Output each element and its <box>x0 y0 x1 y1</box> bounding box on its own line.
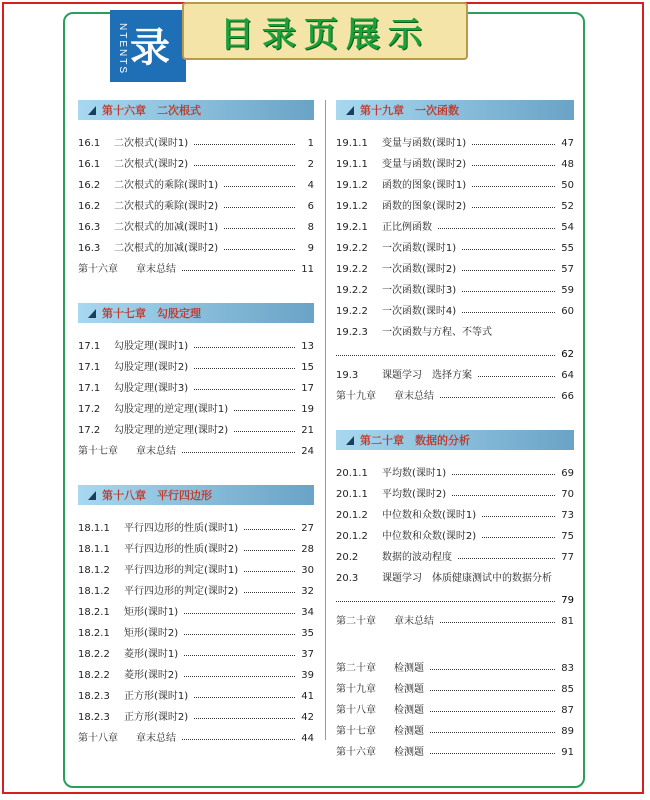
section-number: 16.1 <box>78 159 101 170</box>
section-title: 平行四边形的性质(课时2) <box>124 544 239 555</box>
section-number: 19.1.1 <box>336 159 368 170</box>
toc-entry <box>78 373 314 394</box>
dot-leader <box>336 601 555 602</box>
toc-entry <box>336 521 574 542</box>
page-number: 2 <box>307 159 314 170</box>
section-number: 20.1.2 <box>336 510 368 521</box>
chapter-heading <box>336 430 574 450</box>
chapter-title: 第十八章 平行四边形 <box>102 489 212 502</box>
triangle-icon <box>346 106 354 115</box>
toc-entry <box>78 212 314 233</box>
page-number: 62 <box>561 349 574 360</box>
section-number: 20.1.1 <box>336 489 368 500</box>
section-gap <box>78 457 314 483</box>
section-number: 16.1 <box>78 138 101 149</box>
dot-leader <box>194 697 295 698</box>
section-title: 课题学习 体质健康测试中的数据分析 <box>382 573 552 584</box>
dot-leader <box>482 516 555 517</box>
section-title: 章末总结 <box>136 446 176 457</box>
section-title: 平行四边形的判定(课时1) <box>124 565 239 576</box>
toc-entry <box>336 360 574 381</box>
toc-entry <box>336 149 574 170</box>
dot-leader <box>452 495 555 496</box>
section-number: 第十六章 <box>78 264 118 275</box>
section-title: 检测题 <box>394 705 424 716</box>
page-number: 83 <box>561 663 574 674</box>
dot-leader <box>194 718 295 719</box>
section-title: 平均数(课时1) <box>382 468 447 479</box>
toc-entry <box>78 149 314 170</box>
section-number: 19.2.2 <box>336 306 368 317</box>
toc-entry <box>78 128 314 149</box>
left-column <box>78 98 314 744</box>
section-title: 勾股定理(课时2) <box>114 362 189 373</box>
page-number: 13 <box>301 341 314 352</box>
section-title: 一次函数(课时4) <box>382 306 457 317</box>
section-gap <box>78 275 314 301</box>
section-number: 18.1.2 <box>78 565 110 576</box>
section-gap <box>336 402 574 428</box>
section-number: 19.2.2 <box>336 243 368 254</box>
page-number: 11 <box>301 264 314 275</box>
section-number: 17.1 <box>78 362 101 373</box>
dot-leader <box>224 186 295 187</box>
toc-entry <box>336 381 574 402</box>
dot-leader <box>462 249 555 250</box>
section-title: 中位数和众数(课时1) <box>382 510 477 521</box>
section-title: 矩形(课时1) <box>124 607 179 618</box>
toc-entry <box>336 695 574 716</box>
toc-entry <box>336 170 574 191</box>
section-number: 18.2.3 <box>78 691 110 702</box>
toc-entry <box>78 170 314 191</box>
toc-entry <box>78 618 314 639</box>
dot-leader <box>430 669 555 670</box>
section-title: 章末总结 <box>394 391 434 402</box>
section-title: 菱形(课时1) <box>124 649 179 660</box>
page-number: 87 <box>561 705 574 716</box>
toc-entry <box>78 513 314 534</box>
section-title: 二次根式(课时2) <box>114 159 189 170</box>
chapter-heading <box>78 100 314 120</box>
page-number: 41 <box>301 691 314 702</box>
toc-entry <box>336 542 574 563</box>
section-title: 变量与函数(课时1) <box>382 138 467 149</box>
section-title: 章末总结 <box>394 616 434 627</box>
dot-leader <box>184 613 295 614</box>
banner <box>182 2 468 60</box>
page-number: 55 <box>561 243 574 254</box>
section-title: 正方形(课时2) <box>124 712 189 723</box>
triangle-icon <box>88 106 96 115</box>
contents-zh-label: 录 <box>130 25 170 71</box>
dot-leader <box>184 655 295 656</box>
toc-entry-long <box>336 563 574 606</box>
toc-entry <box>336 191 574 212</box>
dot-leader <box>194 389 295 390</box>
toc-entry <box>78 723 314 744</box>
dot-leader <box>336 355 555 356</box>
toc-entry <box>78 254 314 275</box>
toc-entry-line <box>336 563 574 584</box>
section-number: 19.1.2 <box>336 180 368 191</box>
section-title: 章末总结 <box>136 264 176 275</box>
section-title: 课题学习 选择方案 <box>382 370 472 381</box>
toc-entry <box>336 606 574 627</box>
section-number: 19.2.1 <box>336 222 368 233</box>
page-number: 44 <box>301 733 314 744</box>
section-title: 检测题 <box>394 747 424 758</box>
dot-leader <box>438 228 555 229</box>
page-number: 6 <box>307 201 314 212</box>
section-number: 18.1.1 <box>78 544 110 555</box>
dot-leader <box>194 347 295 348</box>
section-title: 函数的图象(课时2) <box>382 201 467 212</box>
dot-leader <box>224 207 295 208</box>
dot-leader <box>234 410 295 411</box>
section-title: 正比例函数 <box>382 222 432 233</box>
page-number: 75 <box>561 531 574 542</box>
section-number: 16.3 <box>78 222 101 233</box>
dot-leader <box>440 622 555 623</box>
contents-latin-label: NTENTS <box>117 23 128 75</box>
section-gap <box>336 627 574 653</box>
section-number: 第二十章 <box>336 616 376 627</box>
page-number: 4 <box>307 180 314 191</box>
page-number: 64 <box>561 370 574 381</box>
section-number: 18.1.2 <box>78 586 110 597</box>
page-number: 50 <box>561 180 574 191</box>
toc-entry <box>78 233 314 254</box>
section-title: 二次根式的加减(课时2) <box>114 243 219 254</box>
page-number: 54 <box>561 222 574 233</box>
toc-entry <box>336 737 574 758</box>
chapter-title: 第十九章 一次函数 <box>360 104 459 117</box>
dot-leader <box>452 474 555 475</box>
page-number: 60 <box>561 306 574 317</box>
section-number: 19.2.2 <box>336 285 368 296</box>
section-number: 20.3 <box>336 573 359 584</box>
page-number: 73 <box>561 510 574 521</box>
dot-leader <box>224 249 295 250</box>
dot-leader <box>194 144 295 145</box>
chapter-title: 第二十章 数据的分析 <box>360 434 470 447</box>
section-number: 17.1 <box>78 383 101 394</box>
section-number: 第十八章 <box>336 705 376 716</box>
dot-leader <box>482 537 555 538</box>
section-title: 检测题 <box>394 663 424 674</box>
section-title: 平行四边形的性质(课时1) <box>124 523 239 534</box>
dot-leader <box>430 711 555 712</box>
dot-leader <box>440 397 555 398</box>
page-number: 28 <box>301 544 314 555</box>
toc-entry-continuation <box>336 338 574 360</box>
toc-entry <box>78 415 314 436</box>
dot-leader <box>234 431 295 432</box>
page-number: 34 <box>301 607 314 618</box>
page-number: 19 <box>301 404 314 415</box>
page-number: 81 <box>561 616 574 627</box>
dot-leader <box>182 452 295 453</box>
page-number: 39 <box>301 670 314 681</box>
section-number: 16.2 <box>78 180 101 191</box>
section-number: 第十七章 <box>336 726 376 737</box>
section-title: 平行四边形的判定(课时2) <box>124 586 239 597</box>
page-number: 48 <box>561 159 574 170</box>
section-number: 16.2 <box>78 201 101 212</box>
page-number: 52 <box>561 201 574 212</box>
chapter-heading <box>78 303 314 323</box>
page-number: 69 <box>561 468 574 479</box>
section-number: 19.2.2 <box>336 264 368 275</box>
section-number: 20.1.1 <box>336 468 368 479</box>
toc-entry <box>78 639 314 660</box>
page-number: 30 <box>301 565 314 576</box>
dot-leader <box>472 207 555 208</box>
toc-entry <box>78 555 314 576</box>
dot-leader <box>194 368 295 369</box>
section-title: 勾股定理(课时1) <box>114 341 189 352</box>
toc-entry <box>336 458 574 479</box>
dot-leader <box>224 228 295 229</box>
page-number: 8 <box>307 222 314 233</box>
section-number: 19.2.3 <box>336 327 368 338</box>
section-number: 第十八章 <box>78 733 118 744</box>
dot-leader <box>430 690 555 691</box>
section-title: 二次根式的乘除(课时1) <box>114 180 219 191</box>
toc-entry <box>336 653 574 674</box>
section-title: 函数的图象(课时1) <box>382 180 467 191</box>
section-number: 19.1.1 <box>336 138 368 149</box>
section-title: 变量与函数(课时2) <box>382 159 467 170</box>
section-title: 章末总结 <box>136 733 176 744</box>
dot-leader <box>472 144 555 145</box>
section-title: 勾股定理的逆定理(课时1) <box>114 404 229 415</box>
section-title: 正方形(课时1) <box>124 691 189 702</box>
dot-leader <box>478 376 555 377</box>
page-number: 79 <box>561 595 574 606</box>
page-number: 59 <box>561 285 574 296</box>
page-number: 1 <box>307 138 314 149</box>
dot-leader <box>430 732 555 733</box>
section-number: 20.1.2 <box>336 531 368 542</box>
section-title: 一次函数(课时1) <box>382 243 457 254</box>
triangle-icon <box>88 491 96 500</box>
page-number: 24 <box>301 446 314 457</box>
toc-entry <box>336 128 574 149</box>
section-number: 第十七章 <box>78 446 118 457</box>
section-number: 第十九章 <box>336 391 376 402</box>
section-number: 19.1.2 <box>336 201 368 212</box>
toc-entry <box>78 394 314 415</box>
page-number: 35 <box>301 628 314 639</box>
section-number: 18.2.2 <box>78 670 110 681</box>
chapter-title: 第十六章 二次根式 <box>102 104 201 117</box>
triangle-icon <box>88 309 96 318</box>
dot-leader <box>472 186 555 187</box>
section-number: 18.2.1 <box>78 607 110 618</box>
column-divider <box>325 100 326 740</box>
section-title: 数据的波动程度 <box>382 552 452 563</box>
chapter-heading <box>336 100 574 120</box>
banner-title: 目录页展示 <box>220 14 430 55</box>
page-number: 77 <box>561 552 574 563</box>
toc-entry <box>78 576 314 597</box>
page-number: 9 <box>307 243 314 254</box>
toc-entry <box>78 660 314 681</box>
page-number: 70 <box>561 489 574 500</box>
dot-leader <box>182 739 295 740</box>
page-number: 57 <box>561 264 574 275</box>
dot-leader <box>194 165 295 166</box>
toc-entry <box>78 352 314 373</box>
toc-entry <box>336 212 574 233</box>
dot-leader <box>462 270 555 271</box>
toc-entry-long <box>336 317 574 360</box>
toc-entry <box>336 254 574 275</box>
section-title: 二次根式的乘除(课时2) <box>114 201 219 212</box>
section-title: 一次函数(课时2) <box>382 264 457 275</box>
section-number: 第十九章 <box>336 684 376 695</box>
toc-entry <box>78 436 314 457</box>
section-number: 18.2.1 <box>78 628 110 639</box>
toc-entry-line <box>336 317 574 338</box>
toc-entry <box>336 674 574 695</box>
dot-leader <box>182 270 295 271</box>
section-title: 一次函数与方程、不等式 <box>382 327 492 338</box>
page-number: 47 <box>561 138 574 149</box>
page-number: 91 <box>561 747 574 758</box>
page-number: 32 <box>301 586 314 597</box>
section-number: 第十六章 <box>336 747 376 758</box>
dot-leader <box>244 592 295 593</box>
page-number: 37 <box>301 649 314 660</box>
section-number: 20.2 <box>336 552 359 563</box>
page-number: 66 <box>561 391 574 402</box>
section-number: 19.3 <box>336 370 359 381</box>
section-title: 二次根式的加减(课时1) <box>114 222 219 233</box>
dot-leader <box>462 291 555 292</box>
dot-leader <box>458 558 555 559</box>
section-number: 17.1 <box>78 341 101 352</box>
section-title: 中位数和众数(课时2) <box>382 531 477 542</box>
toc-entry <box>336 233 574 254</box>
toc-entry <box>336 275 574 296</box>
toc-entry <box>78 191 314 212</box>
chapter-heading <box>78 485 314 505</box>
dot-leader <box>184 634 295 635</box>
toc-entry <box>336 500 574 521</box>
page-number: 27 <box>301 523 314 534</box>
section-title: 矩形(课时2) <box>124 628 179 639</box>
section-title: 二次根式(课时1) <box>114 138 189 149</box>
section-title: 一次函数(课时3) <box>382 285 457 296</box>
dot-leader <box>462 312 555 313</box>
page-number: 85 <box>561 684 574 695</box>
section-title: 勾股定理(课时3) <box>114 383 189 394</box>
page-number: 21 <box>301 425 314 436</box>
toc-entry <box>78 331 314 352</box>
right-column <box>336 98 574 758</box>
toc-entry <box>336 716 574 737</box>
toc-entry <box>78 534 314 555</box>
section-number: 18.1.1 <box>78 523 110 534</box>
dot-leader <box>244 571 295 572</box>
section-title: 勾股定理的逆定理(课时2) <box>114 425 229 436</box>
toc-entry <box>78 681 314 702</box>
toc-entry <box>78 597 314 618</box>
section-title: 平均数(课时2) <box>382 489 447 500</box>
section-number: 16.3 <box>78 243 101 254</box>
dot-leader <box>184 676 295 677</box>
dot-leader <box>244 529 295 530</box>
dot-leader <box>472 165 555 166</box>
dot-leader <box>244 550 295 551</box>
page-number: 17 <box>301 383 314 394</box>
section-number: 18.2.2 <box>78 649 110 660</box>
section-number: 第二十章 <box>336 663 376 674</box>
section-title: 菱形(课时2) <box>124 670 179 681</box>
page-number: 15 <box>301 362 314 373</box>
page-number: 42 <box>301 712 314 723</box>
triangle-icon <box>346 436 354 445</box>
toc-entry <box>336 479 574 500</box>
section-title: 检测题 <box>394 726 424 737</box>
chapter-title: 第十七章 勾股定理 <box>102 307 201 320</box>
section-number: 18.2.3 <box>78 712 110 723</box>
dot-leader <box>430 753 555 754</box>
section-number: 17.2 <box>78 425 101 436</box>
section-number: 17.2 <box>78 404 101 415</box>
toc-entry-continuation <box>336 584 574 606</box>
section-title: 检测题 <box>394 684 424 695</box>
page-number: 89 <box>561 726 574 737</box>
toc-entry <box>336 296 574 317</box>
toc-entry <box>78 702 314 723</box>
